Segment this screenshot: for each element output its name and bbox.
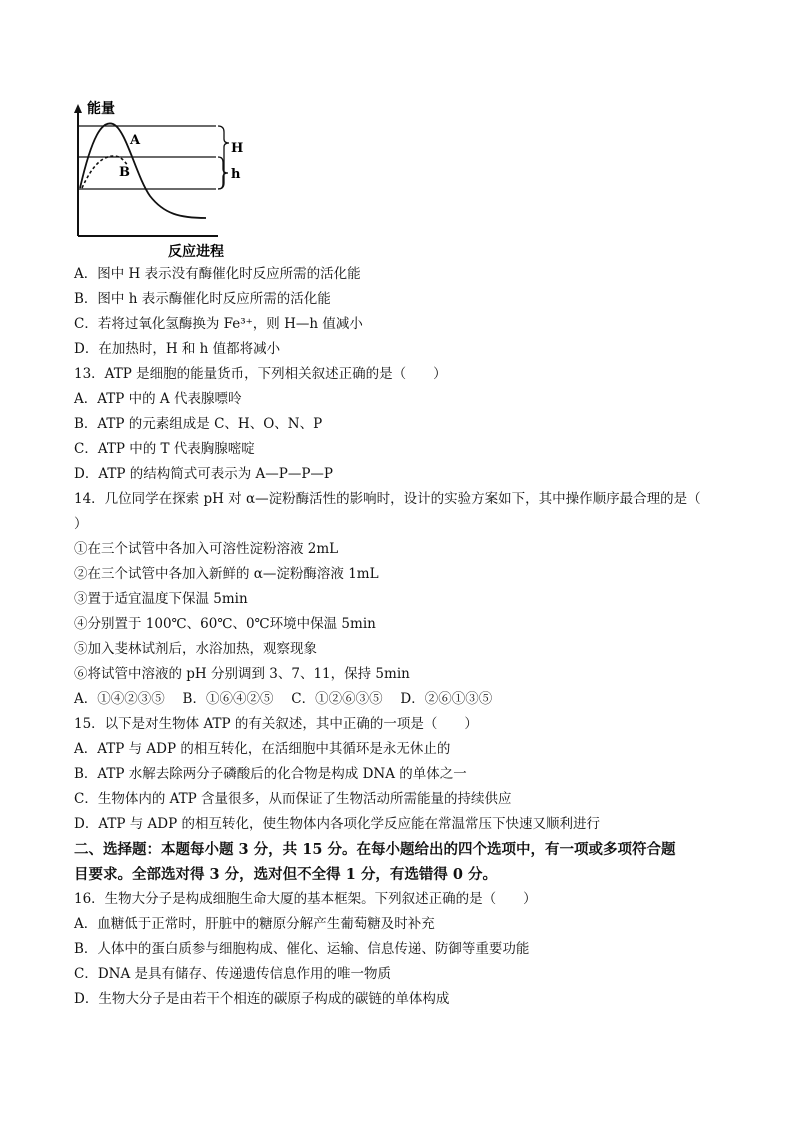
q14-stem-end: ） bbox=[74, 516, 88, 532]
q14-step-3: ③置于适宜温度下保温 5min bbox=[74, 591, 248, 607]
curve-b-label: B bbox=[119, 165, 130, 180]
q12-option-d: D．在加热时，H 和 h 值都将减小 bbox=[74, 341, 281, 357]
y-axis-label: 能量 bbox=[87, 101, 115, 117]
q15-option-b: B．ATP 水解去除两分子磷酸后的化合物是构成 DNA 的单体之一 bbox=[74, 766, 467, 782]
section2-heading-line1: 二、选择题：本题每小题 3 分，共 15 分。在每小题给出的四个选项中，有一项或多项符合题 bbox=[74, 841, 676, 858]
q14-step-2: ②在三个试管中各加入新鲜的 α—淀粉酶溶液 1mL bbox=[74, 566, 379, 582]
brace-small-label: h bbox=[231, 167, 241, 182]
q12-option-a: A．图中 H 表示没有酶催化时反应所需的活化能 bbox=[74, 266, 361, 282]
q13-option-b: B．ATP 的元素组成是 C、H、O、N、P bbox=[74, 416, 323, 432]
q16-option-d: D．生物大分子是由若干个相连的碳原子构成的碳链的单体构成 bbox=[74, 991, 450, 1007]
q13-stem: 13．ATP 是细胞的能量货币，下列相关叙述正确的是（ ） bbox=[74, 366, 447, 382]
x-axis-label: 反应进程 bbox=[168, 244, 224, 260]
q15-option-a: A．ATP 与 ADP 的相互转化，在活细胞中其循环是永无休止的 bbox=[74, 741, 451, 757]
energy-diagram bbox=[68, 96, 268, 260]
q14-stem: 14．几位同学在探索 pH 对 α—淀粉酶活性的影响时，设计的实验方案如下，其中操作顺序最合理的是（ bbox=[74, 491, 701, 507]
brace-big-label: H bbox=[231, 141, 244, 156]
q14-step-5: ⑤加入斐林试剂后，水浴加热，观察现象 bbox=[74, 641, 317, 657]
q15-stem: 15．以下是对生物体 ATP 的有关叙述，其中正确的一项是（ ） bbox=[74, 716, 478, 732]
curve-a-label: A bbox=[130, 133, 141, 148]
section2-heading-line2: 目要求。全部选对得 3 分，选对但不全得 1 分，有选错得 0 分。 bbox=[74, 866, 498, 883]
q14-step-6: ⑥将试管中溶液的 pH 分别调到 3、7、11，保持 5min bbox=[74, 666, 410, 682]
question-text bbox=[74, 262, 734, 1012]
curve-a bbox=[80, 123, 206, 218]
q12-option-c: C．若将过氧化氢酶换为 Fe³⁺，则 H—h 值减小 bbox=[74, 316, 363, 332]
q16-option-c: C．DNA 是具有储存、传递遗传信息作用的唯一物质 bbox=[74, 966, 392, 982]
q14-step-1: ①在三个试管中各加入可溶性淀粉溶液 2mL bbox=[74, 541, 339, 557]
q15-option-d: D．ATP 与 ADP 的相互转化，使生物体内各项化学反应能在常温常压下快速又顺利进行 bbox=[74, 816, 600, 832]
q13-option-a: A．ATP 中的 A 代表腺嘌呤 bbox=[74, 391, 242, 407]
y-axis-arrow bbox=[74, 104, 82, 113]
q16-option-a: A．血糖低于正常时，肝脏中的糖原分解产生葡萄糖及时补充 bbox=[74, 916, 435, 932]
q13-option-d: D．ATP 的结构简式可表示为 A—P—P—P bbox=[74, 466, 334, 482]
q14-step-4: ④分别置于 100℃、60℃、0℃环境中保温 5min bbox=[74, 616, 376, 632]
q13-option-c: C．ATP 中的 T 代表胸腺嘧啶 bbox=[74, 441, 255, 457]
q12-option-b: B．图中 h 表示酶催化时反应所需的活化能 bbox=[74, 291, 331, 307]
q15-option-c: C．生物体内的 ATP 含量很多，从而保证了生物活动所需能量的持续供应 bbox=[74, 791, 512, 807]
q14-options: A．①④②③⑤ B．①⑥④②⑤ C．①②⑥③⑤ D．②⑥①③⑤ bbox=[74, 691, 493, 707]
energy-reaction-figure bbox=[68, 96, 268, 260]
brace-small bbox=[218, 157, 228, 189]
q16-stem: 16．生物大分子是构成细胞生命大厦的基本框架。下列叙述正确的是（ ） bbox=[74, 891, 537, 907]
q16-option-b: B．人体中的蛋白质参与细胞构成、催化、运输、信息传递、防御等重要功能 bbox=[74, 941, 530, 957]
